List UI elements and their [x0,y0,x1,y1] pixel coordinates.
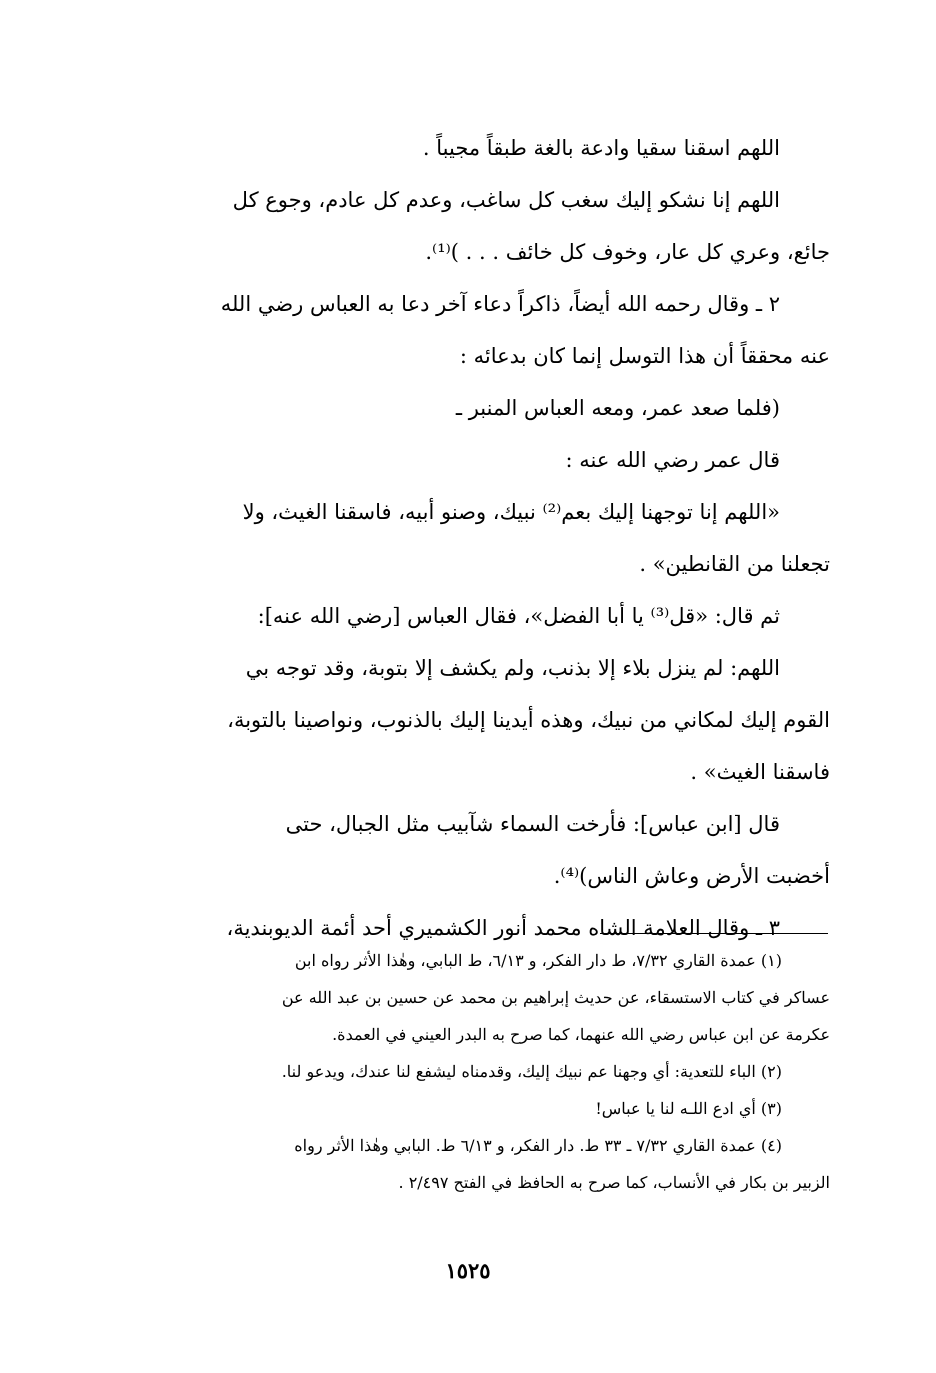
text-line: جائع، وعري كل عار، وخوف كل خائف . . . )⁽¹⁾. [425,240,830,264]
text-line: قال [ابن عباس]: فأرخت السماء شآبيب مثل الجبال، حتى [285,812,780,836]
footnote-line: (٢) الباء للتعدية: أي وجهنا عم نبيك إليك، وقدمناه ليشفع لنا عندك، ويدعو لنا. [281,1062,782,1081]
text-line: فاسقنا الغيث» . [690,760,830,784]
footnote-divider [600,933,828,934]
page-number: ١٥٢٥ [445,1258,491,1283]
text-line: اللهم إنا نشكو إليك سغب كل ساغب، وعدم كل عادم، وجوع كل [232,188,780,212]
text-line: تجعلنا من القانطين» . [639,552,830,576]
text-line: قال عمر رضي الله عنه : [565,448,780,472]
footnotes [108,942,830,1201]
text-line: اللهم اسقنا سقيا وادعة بالغة طبقاً مجيباً . [422,136,780,160]
text-line: عنه محققاً أن هذا التوسل إنما كان بدعائه : [459,344,830,368]
text-line: ٢ ـ وقال رحمه الله أيضاً، ذاكراً دعاء آخر دعا به العباس رضي الله [220,292,780,316]
text-line: ثم قال: «قل⁽³⁾ يا أبا الفضل»، فقال العباس [رضي الله عنه]: [257,604,780,628]
text-line: «اللهم إنا توجهنا إليك بعم⁽²⁾ نبيك، وصنو أبيه، فاسقنا الغيث، ولا [242,500,780,524]
footnote-line: (٤) عمدة القاري ٧/٣٢ ـ ٣٣ ط. دار الفكر، و ٦/١٣ ط. البابي وهٰذا الأثر رواه [294,1136,782,1155]
text-line: ٣ ـ وقال العلامة الشاه محمد أنور الكشميري أحد أئمة الديوبندية، [226,916,780,940]
footnote-line: (٣) أي ادع اللـه لنا يا عباس! [595,1099,782,1118]
footnote-line: عكرمة عن ابن عباس رضي الله عنهما، كما صرح به البدر العيني في العمدة. [332,1025,830,1044]
footnote-line: عساكر في كتاب الاستسقاء، عن حديث إبراهيم بن محمد عن حسين بن عبد الله عن [281,988,830,1007]
text-line: اللهم: لم ينزل بلاء إلا بذنب، ولم يكشف إلا بتوبة، وقد توجه بي [245,656,780,680]
footnote-line: الزبير بن بكار في الأنساب، كما صرح به الحافظ في الفتح ٢/٤٩٧ . [398,1173,830,1192]
text-line: (فلما صعد عمر، ومعه العباس المنبر ـ [455,396,780,420]
text-line: القوم إليك لمكاني من نبيك، وهذه أيدينا إليك بالذنوب، ونواصينا بالتوبة، [227,708,830,732]
main-text [108,122,830,954]
footnote-line: (١) عمدة القاري ٧/٣٢، ط دار الفكر، و ٦/١٣، ط البابي، وهٰذا الأثر رواه ابن [294,951,782,970]
text-line: أخضبت الأرض وعاش الناس)⁽⁴⁾. [553,864,830,888]
